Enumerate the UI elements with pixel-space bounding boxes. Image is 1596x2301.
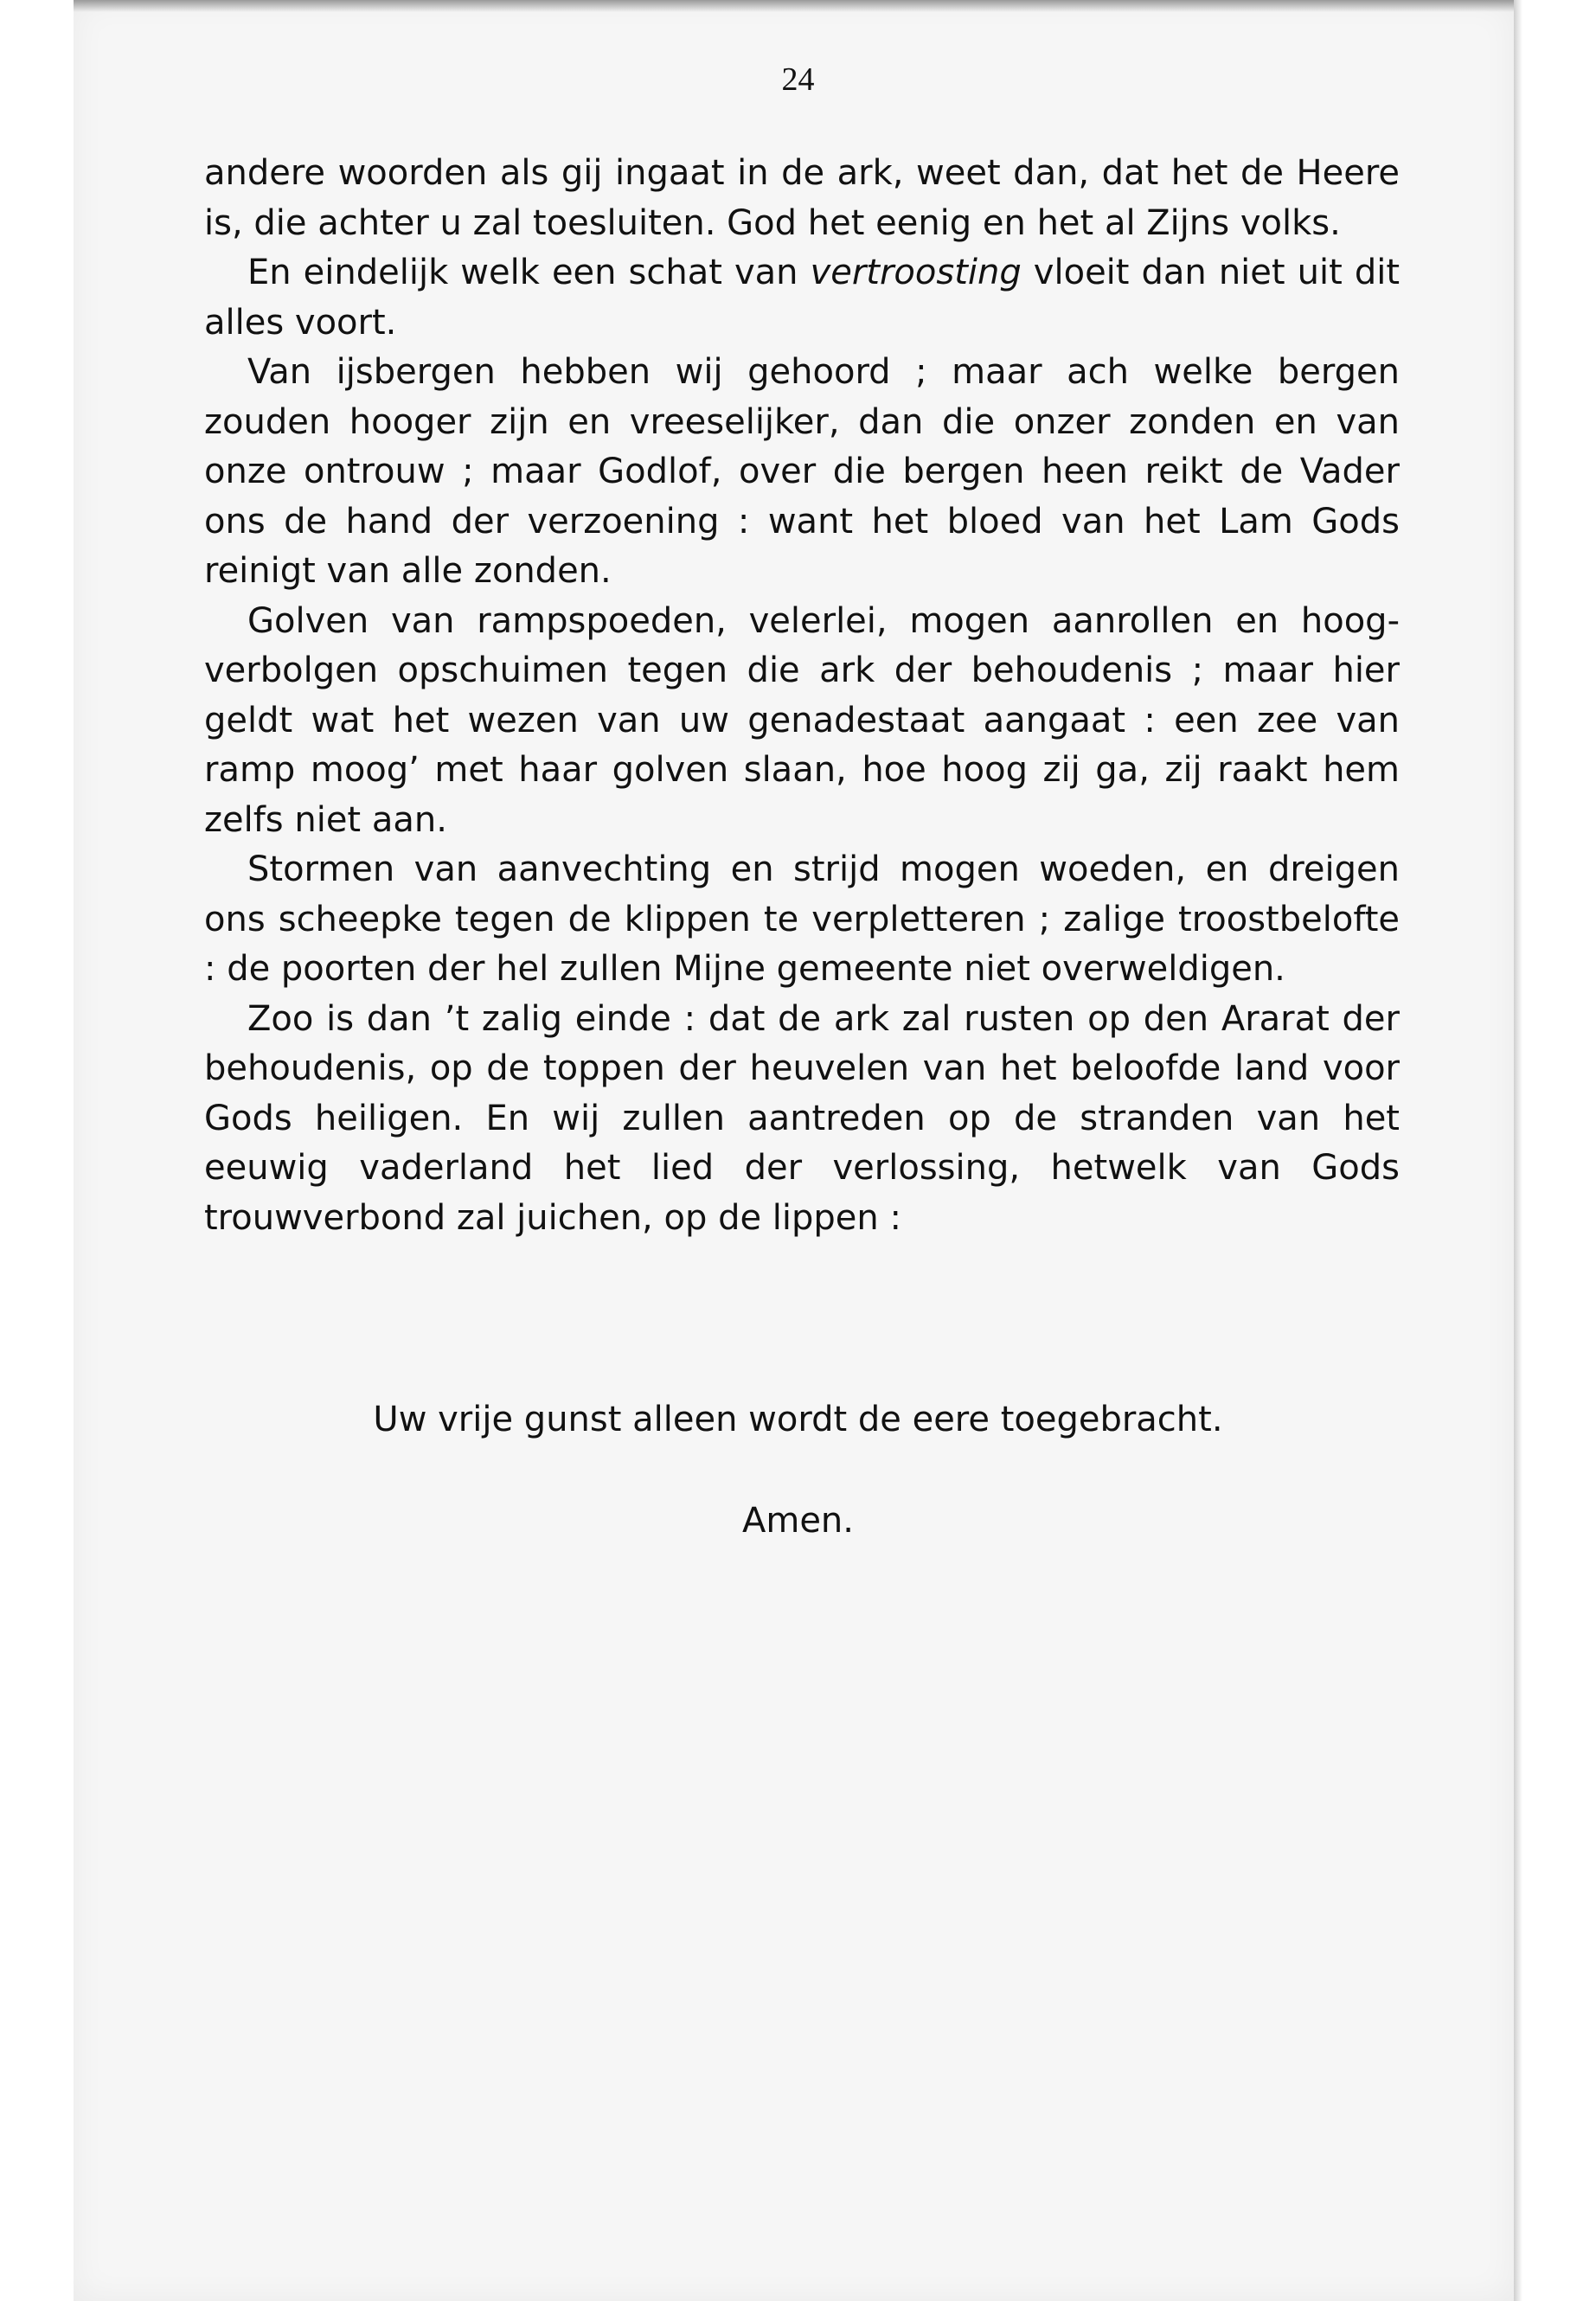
paragraph-text: En eindelijk welk een schat van: [247, 253, 811, 292]
paragraph-6: [204, 995, 1400, 1244]
page-number: 24: [781, 61, 815, 98]
paragraph-text: Stormen van aanvechting en strijd mogen woeden, en dreigen ons scheepke tegen de klippen te verpletteren ; zalige troostbelofte : de poorten der hel zullen Mijne gemeente niet overweldigen.: [204, 849, 1400, 989]
body-text: [204, 149, 1400, 1243]
paragraph-text: Zoo is dan ’t zalig einde : dat de ark zal rusten op den Ararat der behoudenis, op de toppen der heuvelen van het beloofde land voor Gods heiligen. En wij zullen aantreden op de stranden van het eeuwig vaderland het lied der verlossing, hetwelk van Gods trouwverbond zal juichen, op de lippen :: [204, 998, 1400, 1238]
paragraph-4: [204, 597, 1400, 846]
page-right-edge: [1514, 0, 1522, 2301]
closing-verse: Uw vrije gunst alleen wordt de eere toegebracht.: [373, 1400, 1223, 1439]
paragraph-text: Golven van rampspoeden, velerlei, mogen aanrollen en hoogverbolgen opschuimen tegen die ark der behoudenis ; maar hier geldt wat het wezen van uw genadestaat aangaat : een zee van ramp moog’ met haar golven slaan, hoe hoog zij ga, zij raakt hem zelfs niet aan.: [204, 600, 1400, 840]
emphasized-word: vertroosting: [810, 253, 1022, 292]
paragraph-text: Van ijsbergen hebben wij gehoord ; maar ach welke bergen zouden hooger zijn en vreeselijker, dan die onzer zonden en van onze ontrouw ; maar Godlof, over die bergen heen reikt de Vader ons de hand der verzoening : want het bloed van het Lam Gods reinigt van alle zonden.: [204, 352, 1400, 591]
paragraph-text: andere woorden als gij ingaat in de ark, weet dan, dat het de Heere is, die achter u zal toesluiten. God het eenig en het al Zijns volks.: [204, 153, 1400, 243]
amen: Amen.: [741, 1501, 854, 1541]
paragraph-3: [204, 348, 1400, 597]
paragraph-text: vloeit dan niet uit dit alles voort.: [204, 253, 1401, 343]
page-top-shadow: [74, 0, 1514, 12]
paragraph-5: [204, 845, 1400, 995]
paragraph-2: [204, 248, 1400, 348]
paragraph-1: [204, 149, 1400, 248]
